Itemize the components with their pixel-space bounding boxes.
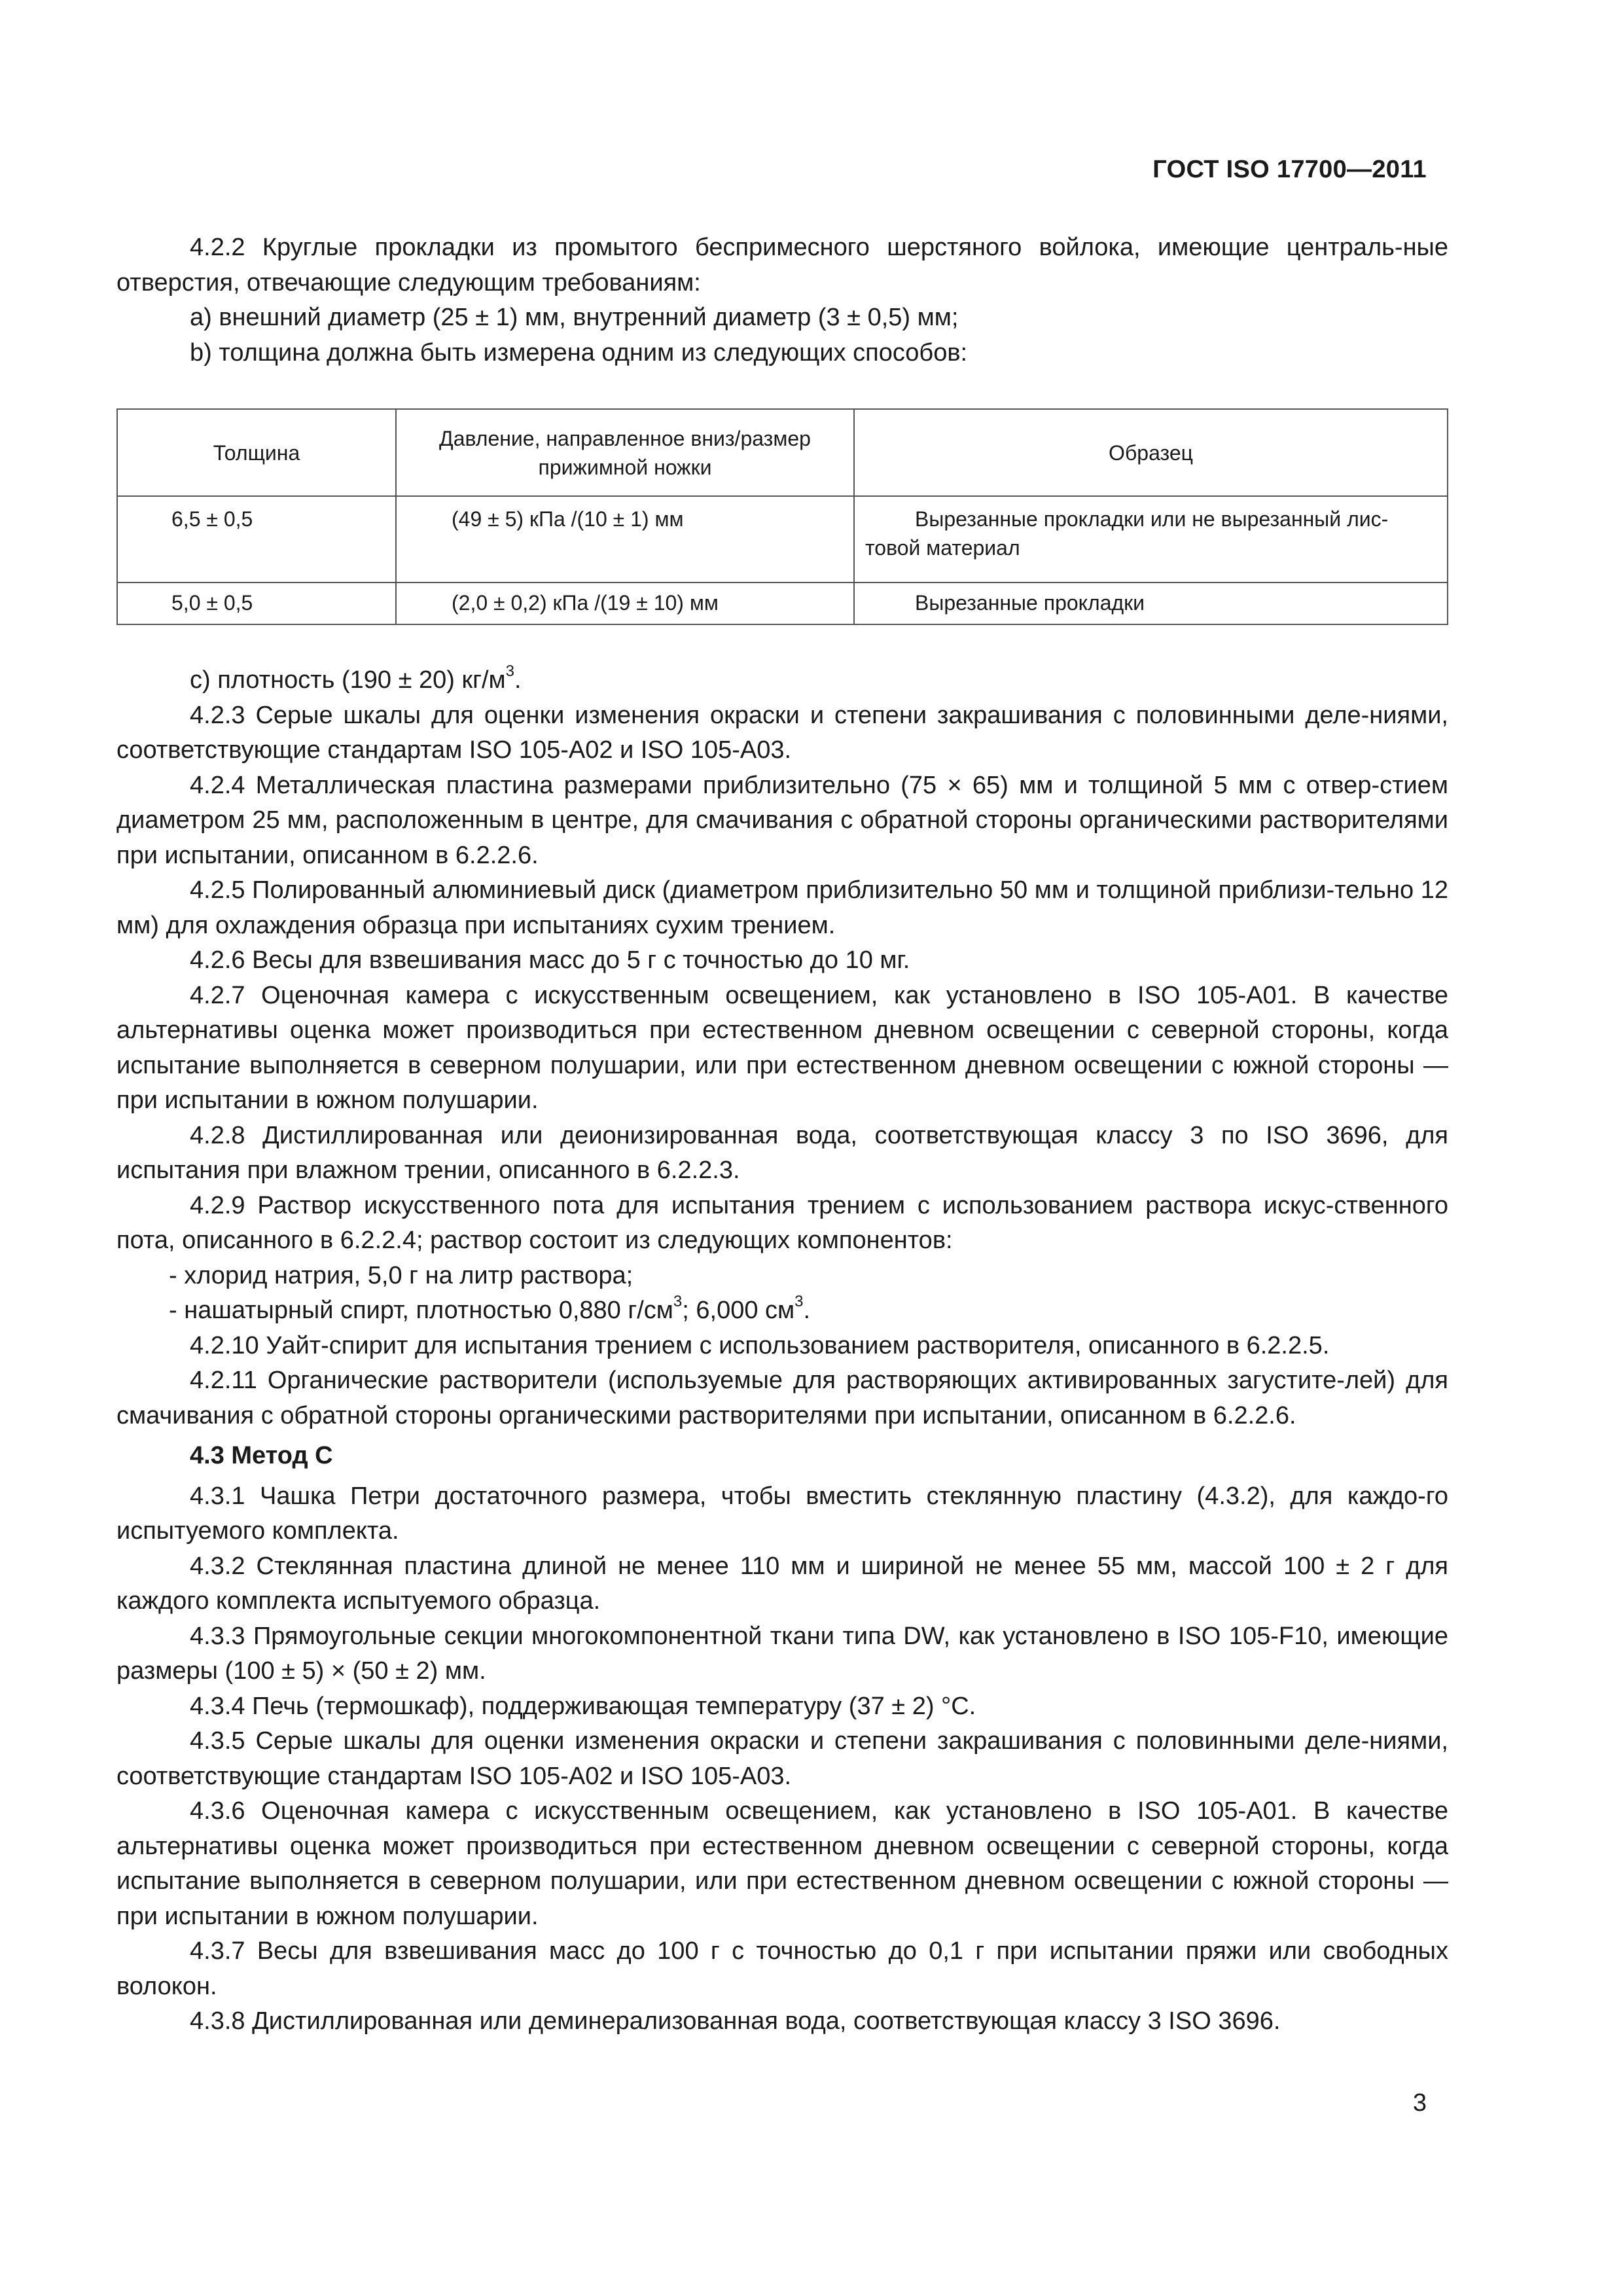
item-c — [116, 663, 1448, 698]
table-cell: Вырезанные прокладки или не вырезанный лис-товой материал — [854, 496, 1448, 583]
list-item-text: - нашатырный спирт, плотностью 0,880 г/см — [169, 1297, 673, 1324]
table-cell: 6,5 ± 0,5 — [117, 496, 396, 583]
clause-4-2-3: 4.2.3 Серые шкалы для оценки изменения окраски и степени закрашивания с половинными деле-ниями, соответствующие стандартам ISO 105-A02 и ISO 105-A03. — [116, 701, 1448, 764]
list-item-text: ; 6,000 см — [682, 1297, 795, 1324]
clause-4-2-8: 4.2.8 Дистиллированная или деионизированная вода, соответствующая классу 3 по ISO 3696, для испытания при влажном трении, описанного в 6.2.2.3. — [116, 1121, 1448, 1184]
clause-4-3-4: 4.3.4 Печь (термошкаф), поддерживающая температуру (37 ± 2) °C. — [190, 1692, 976, 1720]
thickness-table — [116, 408, 1448, 625]
clause-4-2-11: 4.2.11 Органические растворители (используемые для растворяющих активированных загустите-лей) для смачивания с обратной стороны органическими растворителями при испытании, описанном в 6.2.2.6. — [116, 1367, 1448, 1429]
superscript: 3 — [505, 662, 515, 681]
page-number: 3 — [1412, 2089, 1427, 2117]
clause-4-2-7: 4.2.7 Оценочная камера с искусственным освещением, как установлено в ISO 105-A01. В качестве альтернативы оценка может производиться при естественном дневном освещении с северной стороны, когда испытание выполняется в северном полушарии, или при естественном дневном освещении с южной стороны — при испытании в южном полушарии. — [116, 981, 1448, 1114]
item-a: a) внешний диаметр (25 ± 1) мм, внутренний диаметр (3 ± 0,5) мм; — [190, 304, 959, 331]
clause-4-3-1: 4.3.1 Чашка Петри достаточного размера, чтобы вместить стеклянную пластину (4.3.2), для каждо-го испытуемого комплекта. — [116, 1482, 1448, 1545]
table-row — [117, 583, 1448, 624]
clause-4-2-4: 4.2.4 Металлическая пластина размерами приблизительно (75 × 65) мм и толщиной 5 мм с отвер-стием диаметром 25 мм, расположенным в центре, для смачивания с обратной стороны органическими растворителями при испытании, описанном в 6.2.2.6. — [116, 771, 1448, 869]
table-row — [117, 496, 1448, 583]
table-cell: 5,0 ± 0,5 — [117, 583, 396, 624]
clause-4-3-8: 4.3.8 Дистиллированная или деминерализованная вода, соответствующая классу 3 ISO 3696. — [190, 2007, 1281, 2035]
list-item — [116, 1293, 1448, 1329]
clause-4-3-6: 4.3.6 Оценочная камера с искусственным освещением, как установлено в ISO 105-A01. В качестве альтернативы оценка может производиться при естественном дневном освещении с северной стороны, когда испытание выполняется в северном полушарии, или при естественном дневном освещении с южной стороны — при испытании в южном полушарии. — [116, 1797, 1448, 1930]
clause-4-3-7: 4.3.7 Весы для взвешивания масс до 100 г с точностью до 0,1 г при испытании пряжи или свободных волокон. — [116, 1937, 1448, 2000]
clause-4-3-2: 4.3.2 Стеклянная пластина длиной не менее 110 мм и шириной не менее 55 мм, массой 100 ± 2 г для каждого комплекта испытуемого образца. — [116, 1552, 1448, 1615]
list-item-text: . — [803, 1297, 811, 1324]
table-header-cell: Образец — [854, 409, 1448, 496]
item-c-text: c) плотность (190 ± 20) кг/м — [190, 666, 506, 694]
item-b: b) толщина должна быть измерена одним из следующих способов: — [190, 338, 968, 367]
table-header-row — [117, 409, 1448, 496]
item-c-end: . — [514, 666, 522, 694]
superscript: 3 — [673, 1293, 683, 1311]
section-heading-4-3: 4.3 Метод C — [190, 1442, 333, 1469]
clause-4-2-10: 4.2.10 Уайт-спирит для испытания трением с использованием растворителя, описанного в 6.2.2.5. — [190, 1331, 1330, 1359]
clause-4-2-6: 4.2.6 Весы для взвешивания масс до 5 г с точностью до 10 мг. — [190, 946, 910, 974]
table-cell: (2,0 ± 0,2) кПа /(19 ± 10) мм — [396, 583, 854, 624]
superscript: 3 — [794, 1293, 804, 1311]
clause-4-2-2: 4.2.2 Круглые прокладки из промытого беспримесного шерстяного войлока, имеющие централь-ные отверстия, отвечающие следующим требованиям: — [116, 234, 1448, 296]
document-header: ГОСТ ISO 17700—2011 — [1152, 156, 1427, 183]
clause-4-2-5: 4.2.5 Полированный алюминиевый диск (диаметром приблизительно 50 мм и толщиной приблизи-тельно 12 мм) для охлаждения образца при испытаниях сухим трением. — [116, 876, 1448, 939]
clause-4-3-5: 4.3.5 Серые шкалы для оценки изменения окраски и степени закрашивания с половинными деле-ниями, соответствующие стандартам ISO 105-A02 и ISO 105-A03. — [116, 1727, 1448, 1790]
document-body — [116, 230, 1448, 2039]
clause-4-3-3: 4.3.3 Прямоугольные секции многокомпонентной ткани типа DW, как установлено в ISO 105-F10, имеющие размеры (100 ± 5) × (50 ± 2) мм. — [116, 1622, 1448, 1685]
table-header-cell: Толщина — [117, 409, 396, 496]
clause-4-2-9: 4.2.9 Раствор искусственного пота для испытания трением с использованием раствора искус-ственного пота, описанного в 6.2.2.4; раствор состоит из следующих компонентов: — [116, 1191, 1448, 1254]
table-cell: Вырезанные прокладки — [854, 583, 1448, 624]
table-cell: (49 ± 5) кПа /(10 ± 1) мм — [396, 496, 854, 583]
table-header-cell: Давление, направленное вниз/размер прижимной ножки — [396, 409, 854, 496]
list-item: - хлорид натрия, 5,0 г на литр раствора; — [169, 1261, 633, 1289]
